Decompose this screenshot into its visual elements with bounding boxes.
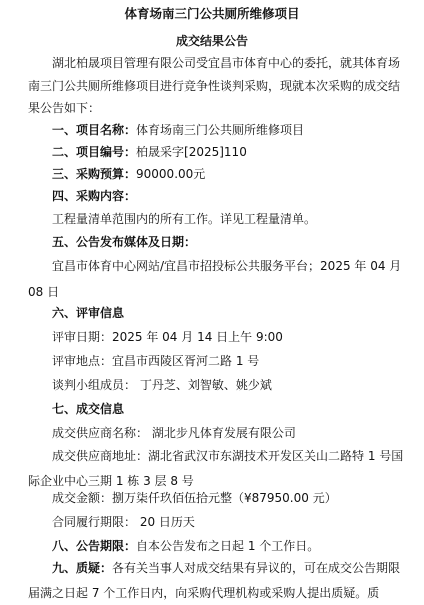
notice-period-label: 八、公告期限： — [52, 539, 137, 553]
section-review-heading: 六、评审信息 — [52, 306, 125, 320]
budget-value: 90000.00元 — [136, 167, 206, 181]
review-place: 评审地点：宜昌市西陵区胥河二路 1 号 — [52, 354, 260, 368]
deal-address: 成交供应商地址：湖北省武汉市东湖技术开发区关山二路特 1 号国际企业中心三期 1 栋 3 层 8 号 — [28, 449, 404, 488]
deal-period: 合同履行期限： 20 日历天 — [52, 515, 195, 529]
section-deal-heading: 七、成交信息 — [52, 402, 125, 416]
section-content-heading: 四、采购内容： — [52, 189, 137, 203]
section-media-body: 宜昌市体育中心网站/宜昌市招投标公共服务平台；2025 年 04 月 08 日 — [28, 259, 402, 299]
budget-label: 三、采购预算： — [52, 167, 137, 181]
section-project-number — [52, 144, 247, 160]
document-subtitle: 成交结果公告 — [175, 34, 248, 48]
intro-paragraph: 湖北柏晟项目管理有限公司受宜昌市体育中心的委托，就其体育场南三门公共厕所维修项目进行竞争性谈判采购，现就本次采购的成交结果公告如下： — [28, 56, 401, 115]
deal-supplier: 成交供应商名称： 湖北步凡体育发展有限公司 — [52, 426, 296, 440]
project-name-value: 体育场南三门公共厕所维修项目 — [136, 123, 305, 137]
section-challenge — [28, 556, 412, 605]
deal-amount: 成交金额：捌万柒仟玖佰伍拾元整（¥87950.00 元） — [52, 491, 337, 505]
notice-period-value: 自本公告发布之日起 1 个工作日。 — [136, 539, 320, 553]
challenge-value: 各有关当事人对成交结果有异议的，可在成交公告期限届满之日起 7 个工作日内，向采购代理机构或采购人提出质疑。质 — [28, 561, 401, 600]
challenge-label: 九、质疑： — [52, 561, 113, 575]
section-budget — [52, 166, 205, 182]
project-number-label: 二、项目编号： — [52, 145, 137, 159]
review-panel: 谈判小组成员： 丁丹芝、刘智敏、姚少斌 — [52, 378, 272, 392]
project-name-label: 一、项目名称： — [52, 123, 137, 137]
section-content-body: 工程量清单范围内的所有工作。详见工程量清单。 — [52, 212, 317, 226]
document-title: 体育场南三门公共厕所维修项目 — [124, 6, 300, 21]
section-notice-period — [52, 538, 319, 554]
section-project-name — [52, 122, 304, 138]
section-media-heading: 五、公告发布媒体及日期： — [52, 235, 197, 249]
review-date: 评审日期：2025 年 04 月 14 日上午 9:00 — [52, 330, 283, 344]
project-number-value: 柏晟采字[2025]110 — [136, 145, 247, 159]
